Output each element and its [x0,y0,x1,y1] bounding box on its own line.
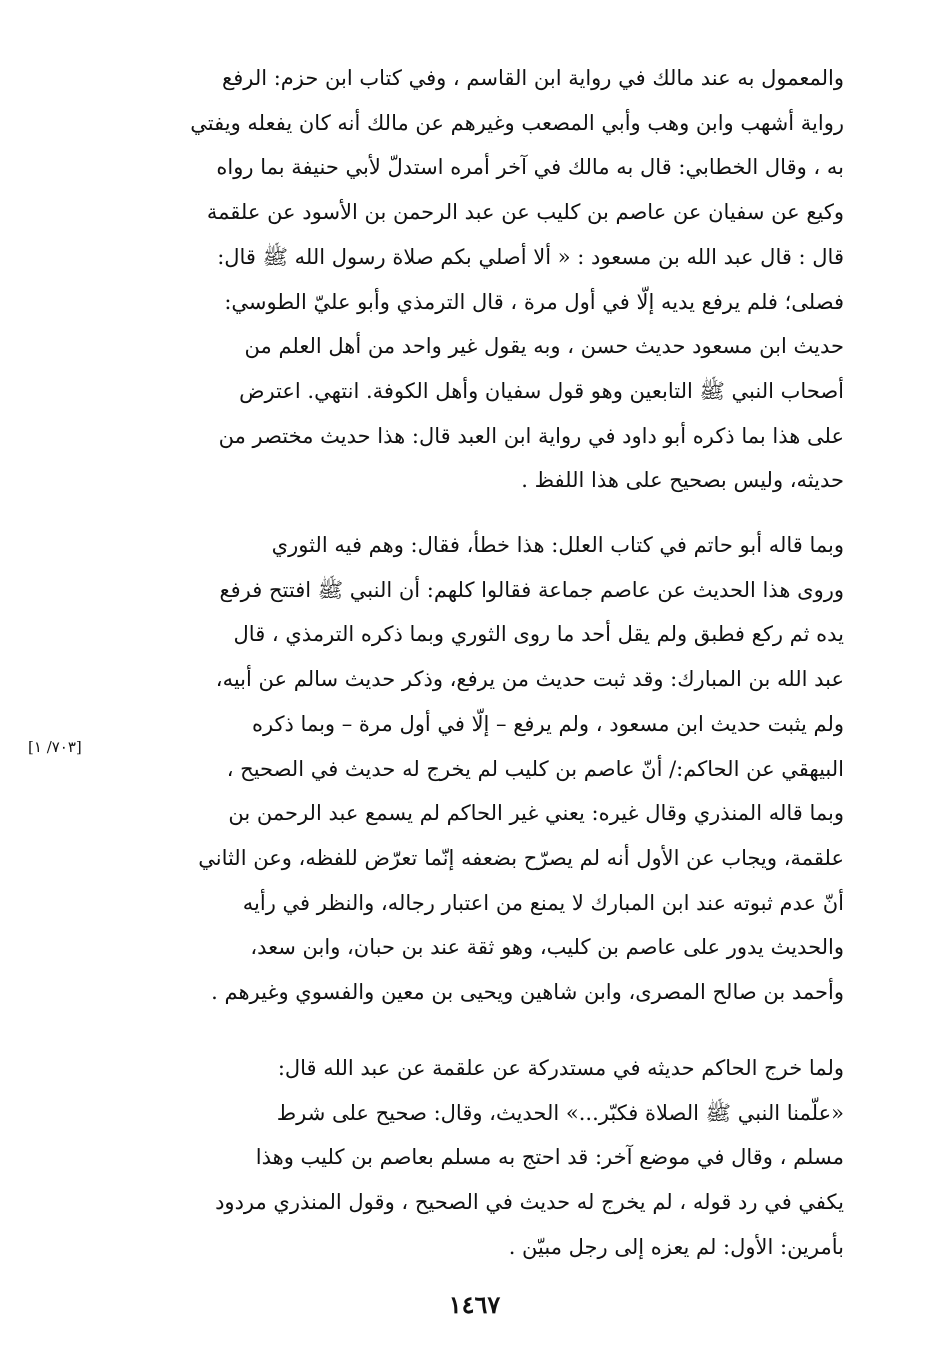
text-line: أنّ عدم ثبوته عند ابن المبارك لا يمنع من اعتبار رجاله، والنظر في رأيه [242,890,844,915]
margin-page-reference: [٧٠٣/ ١] [28,738,82,756]
text-line: علقمة، ويجاب عن الأول أنه لم يصرّح بضعفه إنّما تعرّض للفظه، وعن الثاني [198,845,844,870]
text-line: مسلم ، وقال في موضع آخر: قد احتج به مسلم بعاصم بن كليب وهذا [255,1145,844,1170]
text-line: وأحمد بن صالح المصرى، وابن شاهين ويحيى بن معين والفسوي وغيرهم . [211,980,844,1005]
text-line: ولما خرج الحاكم حديثه في مستدركة عن علقمة عن عبد الله قال: [277,1056,844,1080]
text-line: وكيع عن سفيان عن عاصم بن كليب عن عبد الرحمن بن الأسود عن علقمة [206,200,844,225]
text-line: قال : قال عبد الله بن مسعود : « ألا أصلي بكم صلاة رسول الله ﷺ قال: [217,244,844,269]
page-number: ١٤٦٧ [448,1290,501,1319]
text-line: يده ثم ركع فطبق ولم يقل أحد ما روى الثوري وبما ذكره الترمذي ، قال [233,622,844,647]
text-line: فصلى؛ فلم يرفع يديه إلّا في أول مرة ، قال الترمذي وأبو عليّ الطوسي: [224,289,844,314]
text-line: البيهقي عن الحاكم:/ أنّ عاصم بن كليب لم يخرج له حديث في الصحيح ، [226,756,844,781]
text-line: «علّمنا النبي ﷺ الصلاة فكبّر...» الحديث، وقال: صحيح على شرط [276,1100,844,1125]
text-line: والحديث يدور على عاصم بن كليب، وهو ثقة عند بن حبان، وابن سعد، [250,935,844,960]
text-line: حديث ابن مسعود حديث حسن ، وبه يقول غير واحد من أهل العلم من [244,334,844,359]
text-line: وبما قاله أبو حاتم في كتاب العلل: هذا خطأ، فقال: وهم فيه الثوري [271,533,844,557]
text-line: ولم يثبت حديث ابن مسعود ، ولم يرفع – إلّا في أول مرة – وبما ذكره [251,711,844,736]
text-line: به ، وقال الخطابي: قال به مالك في آخر أمره استدلّ لأبي حنيفة بما رواه [216,155,844,180]
text-line: رواية أشهب وابن وهب وأبي المصعب وغيرهم عن مالك أنه كان يفعله ويفتي [190,110,844,135]
paragraph-3 [112,1046,844,1270]
text-line: عبد الله بن المبارك: وقد ثبت حديث من يرفع، وذكر حديث سالم عن أبيه، [215,667,844,692]
text-line: يكفي في رد قوله ، لم يخرج له حديث في الصحيح ، وقول المنذري مردود [215,1190,844,1215]
paragraph-2 [112,523,844,1015]
text-line: وروى هذا الحديث عن عاصم جماعة فقالوا كلهم: أن النبي ﷺ افتتح فرفع [219,577,844,602]
paragraph-1 [112,56,844,503]
text-line: والمعمول به عند مالك في رواية ابن القاسم ، وفي كتاب ابن حزم: الرفع [222,66,844,90]
text-line: بأمرين: الأول: لم يعزه إلى رجل مبيّن . [508,1234,844,1259]
text-line: وبما قاله المنذري وقال غيره: يعني غير الحاكم لم يسمع عبد الرحمن بن [228,801,844,826]
text-line: حديثه، وليس بصحيح على هذا اللفظ . [521,468,844,493]
text-line: أصحاب النبي ﷺ التابعين وهو قول سفيان وأهل الكوفة. انتهي. اعترض [239,378,844,403]
text-line: على هذا بما ذكره أبو داود في رواية ابن العبد قال: هذا حديث مختصر من [218,423,844,448]
